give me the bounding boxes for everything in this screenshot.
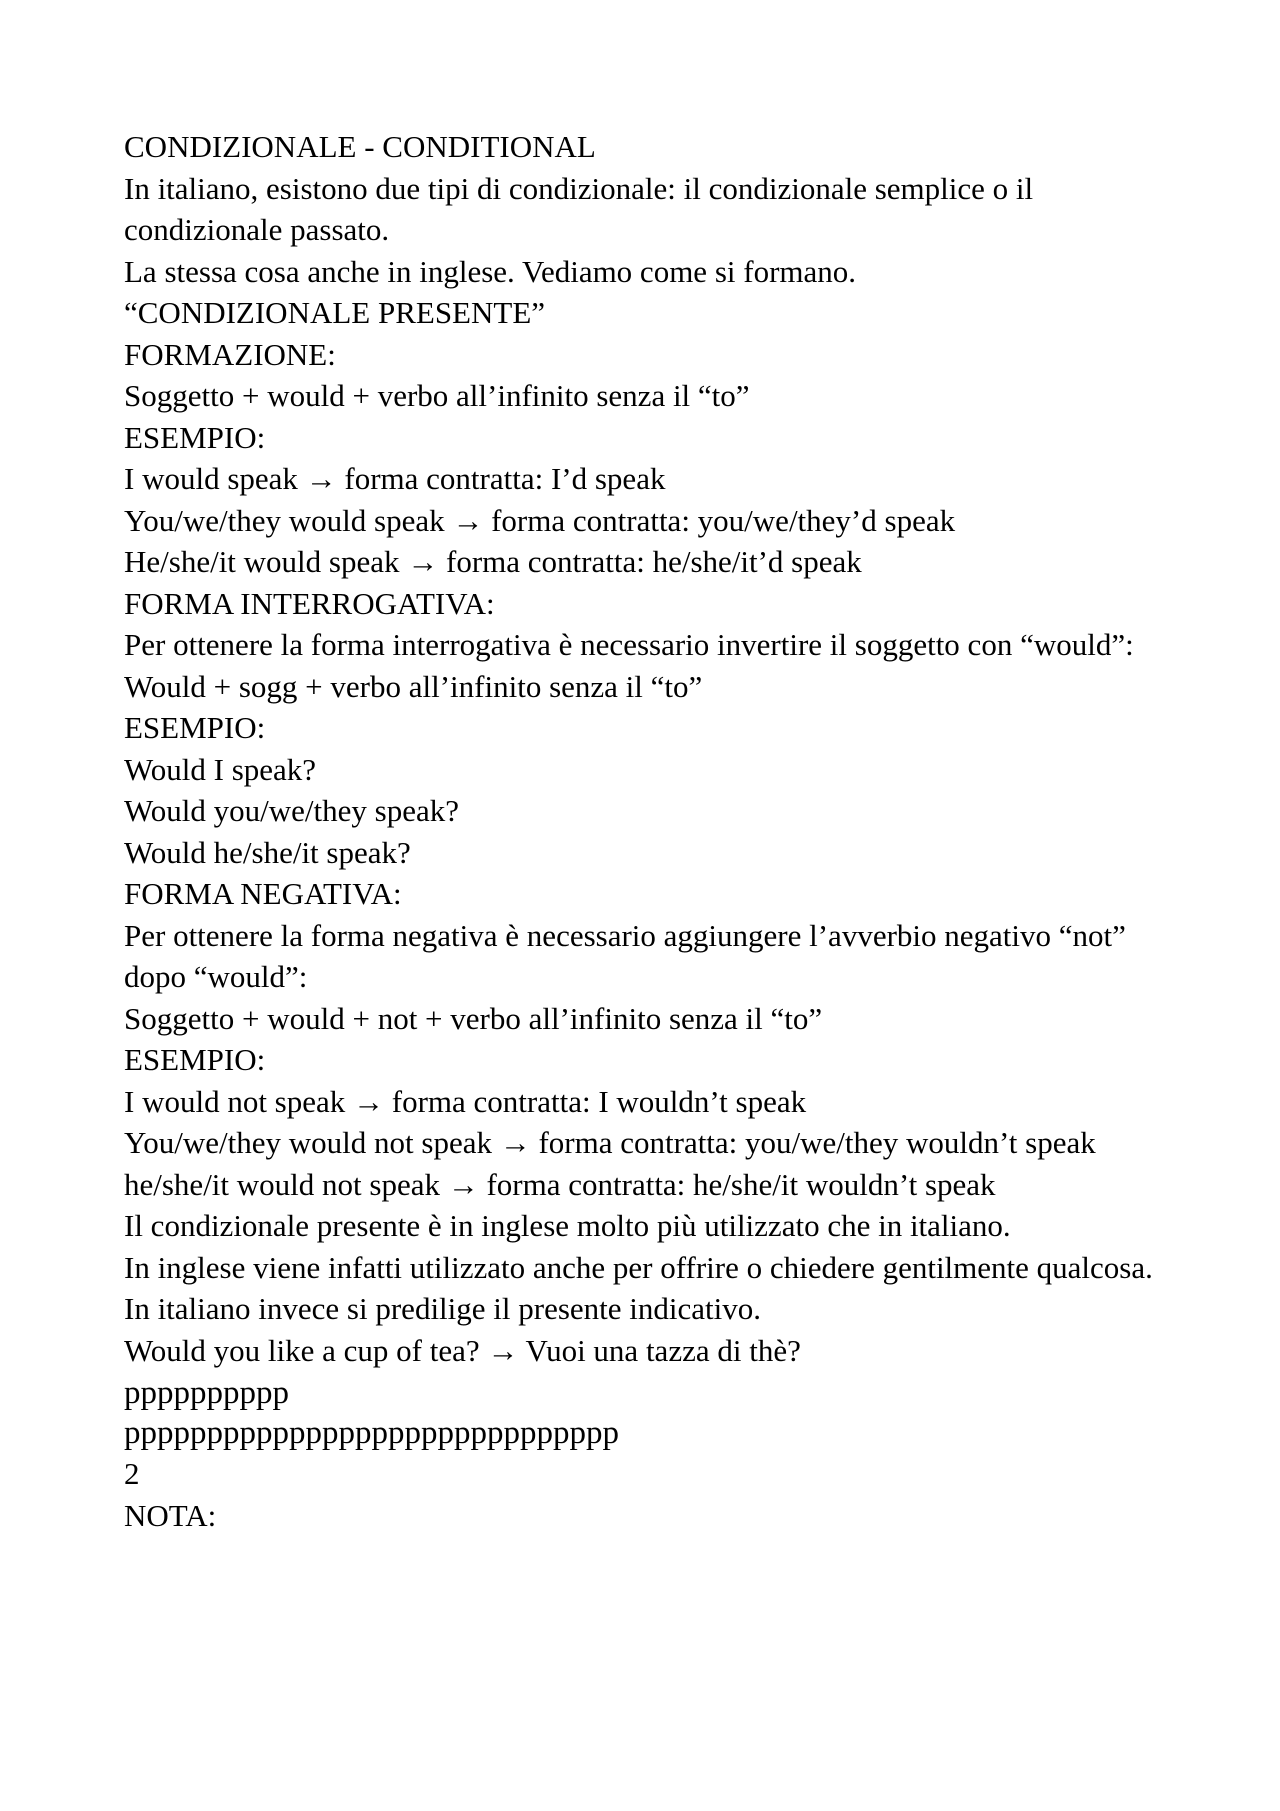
example-line: Would I speak? xyxy=(124,751,317,787)
paragraph-line: dopo “would”: xyxy=(124,959,308,994)
scribble-line: pppppppppppppppppppppppppppppp xyxy=(124,1415,619,1451)
paragraph-line: Per ottenere la forma negativa è necessario aggiungere l’avverbio negativo “not” xyxy=(124,917,1126,953)
paragraph-line: In inglese viene infatti utilizzato anche per offrire o chiedere gentilmente qualcosa. In italiano invece si predilige il presente indicativo. xyxy=(124,1249,1153,1326)
section-heading: ESEMPIO: xyxy=(124,419,266,455)
page-number: 2 xyxy=(124,1456,140,1491)
example-line: I would not speak → forma contratta: I wouldn’t speak xyxy=(124,1083,807,1119)
scribble-line: pppppppppp xyxy=(124,1375,289,1411)
formula-line: Soggetto + would + verbo all’infinito senza il “to” xyxy=(124,378,750,413)
example-line: You/we/they would not speak → forma contratta: you/we/they wouldn’t speak xyxy=(124,1125,1096,1160)
paragraph-line: Il condizionale presente è in inglese molto più utilizzato che in italiano. xyxy=(124,1208,1011,1243)
example-line: Would he/she/it speak? xyxy=(124,834,411,870)
paragraph-line: La stessa cosa anche in inglese. Vediamo come si formano. xyxy=(124,253,857,289)
section-heading: “CONDIZIONALE PRESENTE” xyxy=(124,295,546,330)
document-body xyxy=(124,126,1184,1536)
example-line: he/she/it would not speak → forma contratta: he/she/it wouldn’t speak xyxy=(124,1166,996,1202)
section-heading: FORMA INTERROGATIVA: xyxy=(124,585,495,621)
title: CONDIZIONALE - CONDITIONAL xyxy=(124,129,596,164)
example-line: I would speak → forma contratta: I’d speak xyxy=(124,461,666,496)
example-line: He/she/it would speak → forma contratta: he/she/it’d speak xyxy=(124,544,862,579)
paragraph-line: In italiano, esistono due tipi di condizionale: il condizionale semplice o il condizionale passato. xyxy=(124,170,1034,247)
section-heading: ESEMPIO: xyxy=(124,710,266,745)
note-label: NOTA: xyxy=(124,1497,217,1533)
section-heading: FORMA NEGATIVA: xyxy=(124,876,402,911)
example-line: Would you/we/they speak? xyxy=(124,793,459,828)
example-line: You/we/they would speak → forma contratta: you/we/they’d speak xyxy=(124,502,956,538)
formula-line: Soggetto + would + not + verbo all’infinito senza il “to” xyxy=(124,1000,823,1036)
formula-line: Would + sogg + verbo all’infinito senza il “to” xyxy=(124,668,703,704)
section-heading: FORMAZIONE: xyxy=(124,336,336,372)
section-heading: ESEMPIO: xyxy=(124,1042,266,1077)
example-line: Would you like a cup of tea? → Vuoi una tazza di thè? xyxy=(124,1332,801,1368)
paragraph-line: Per ottenere la forma interrogativa è necessario invertire il soggetto con “would”: xyxy=(124,627,1134,662)
